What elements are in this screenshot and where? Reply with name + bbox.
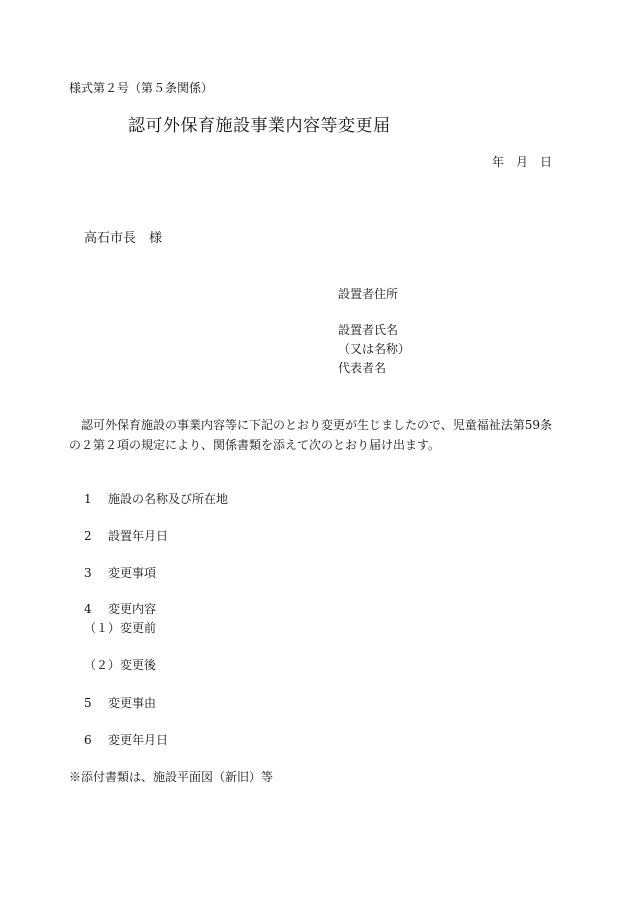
item-label: 変更内容 bbox=[108, 602, 157, 616]
applicant-representative-label: 代表者名 bbox=[338, 361, 387, 375]
item-number: 5 bbox=[84, 696, 92, 710]
item-establishment-date bbox=[84, 529, 168, 543]
item-label: 変更事項 bbox=[108, 566, 157, 580]
item-number: 3 bbox=[84, 566, 92, 580]
applicant-name-alt-label: （又は名称） bbox=[338, 342, 411, 356]
item-number: 6 bbox=[84, 733, 92, 747]
item-label: 変更年月日 bbox=[108, 733, 169, 747]
item-change-matter bbox=[84, 566, 156, 580]
item-change-date bbox=[84, 733, 168, 747]
item-number: 1 bbox=[84, 492, 92, 506]
item-number: 2 bbox=[84, 529, 92, 543]
sub-item-before-change: （１）変更前 bbox=[84, 621, 157, 635]
sub-item-after-change: （２）変更後 bbox=[84, 658, 157, 672]
body-paragraph: 認可外保育施設の事業内容等に下記のとおり変更が生じましたので、児童福祉法第59条の２第２項の規定により、関係書類を添えて次のとおり届け出ます。 bbox=[69, 418, 553, 452]
date-line: 年 月 日 bbox=[492, 155, 553, 169]
item-change-content bbox=[84, 602, 156, 616]
item-facility-name bbox=[84, 492, 228, 506]
form-number: 様式第２号（第５条関係） bbox=[69, 81, 214, 95]
attachment-note: ※添付書類は、施設平面図（新旧）等 bbox=[69, 770, 274, 784]
item-number: 4 bbox=[84, 602, 92, 616]
item-change-reason bbox=[84, 696, 156, 710]
item-label: 設置年月日 bbox=[108, 529, 169, 543]
addressee: 高石市長 様 bbox=[84, 231, 163, 246]
item-label: 施設の名称及び所在地 bbox=[108, 492, 229, 506]
item-label: 変更事由 bbox=[108, 696, 157, 710]
applicant-address-label: 設置者住所 bbox=[338, 287, 399, 301]
applicant-name-label: 設置者氏名 bbox=[338, 323, 399, 337]
document-title: 認可外保育施設事業内容等変更届 bbox=[128, 116, 391, 136]
